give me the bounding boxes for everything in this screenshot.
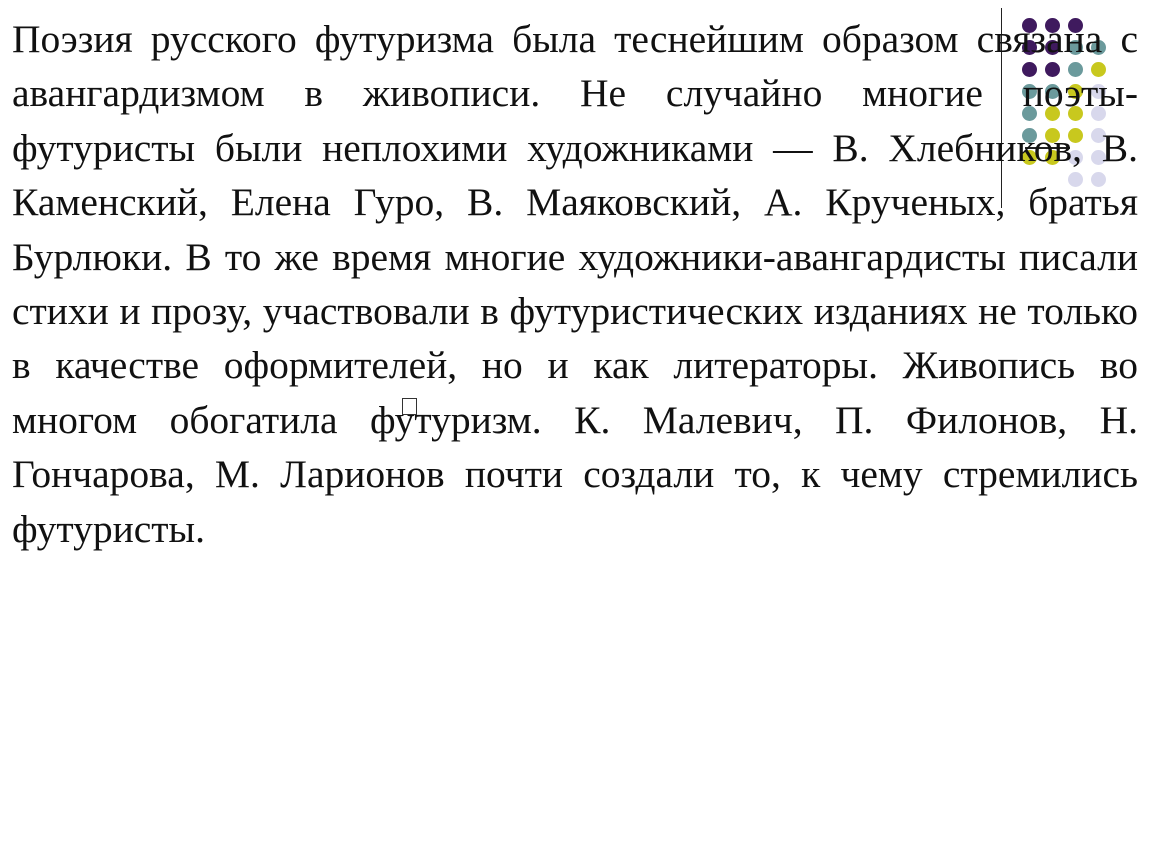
missing-glyph-box-icon: [402, 398, 417, 415]
slide-body-text: Поэзия русского футуризма была теснейшим образом связана с авангардизмом в живописи. Не случайно многие поэты-футуристы были неплохими художниками — В. Хлебников, В. Каменский, Елена Гуро, В. Маяковский, А. Крученых, братья Бурлюки. В то же время многие художники-авангардисты писали стихи и прозу, участвовали в футуристических изданиях не только в качестве оформителей, но и как литераторы. Живопись во многом обогатила футуризм. К. Малевич, П. Филонов, Н. Гончарова, М. Ларионов почти создали то, к чему стремились футуристы.: [12, 17, 1138, 551]
